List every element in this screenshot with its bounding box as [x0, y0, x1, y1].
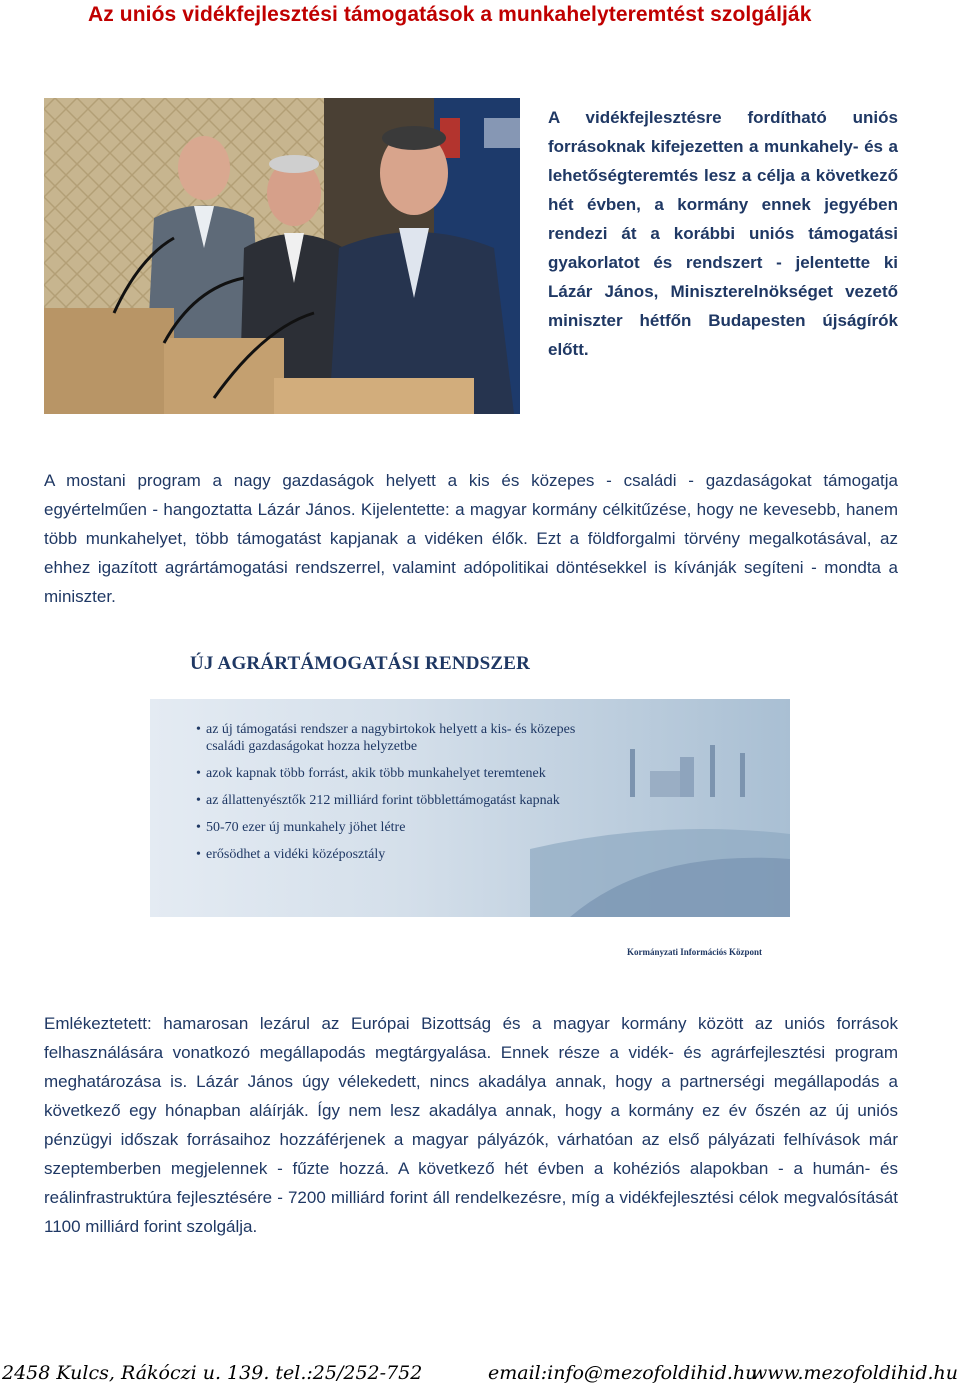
- backdrop-lettering: [484, 118, 520, 148]
- article-lead: A vidékfejlesztésre fordítható uniós forrásoknak kifejezetten a munkahely- és a lehetőségteremtés lesz a célja a következő hét évben, a kormány ennek jegyében rendezi át a korábbi uniós támogatási gyakorlatot és rendszert - jelentette ki Lázár János, Miniszterelnökséget vezető miniszter hétfőn Budapesten újságírók előtt.: [548, 108, 898, 359]
- slide-bullet-2: • azok kapnak több forrást, akik több munkahelyet teremtenek: [196, 765, 606, 782]
- agrarian-support-slide: [150, 636, 790, 968]
- article-title: Az uniós vidékfejlesztési támogatások a munkahelyteremtést szolgálják: [88, 3, 812, 26]
- article-paragraph-1: A mostani program a nagy gazdaságok helyett a kis és közepes - családi - gazdaságokat támogatja egyértelműen - hangoztatta Lázár János. Kijelentette: a magyar kormány célkitűzése, hogy ne kevesebb, hanem több munkahelyet, több támogatást kapjanak a vidéken élők. Ezt a földforgalmi törvény megalkotásával, az ehhez igazított agrártámogatási rendszerrel, valamint adópolitikai döntésekkel is kívánják segíteni - mondta a miniszter.: [44, 471, 898, 606]
- footer-email[interactable]: email:info@mezofoldihid.hu: [488, 1362, 758, 1384]
- slide-bullet-list: [196, 721, 606, 873]
- article-paragraph-2: Emlékeztetett: hamarosan lezárul az Európai Bizottság és a magyar kormány között az uniós források felhasználására vonatkozó megállapodás megtárgyalása. Ennek része a vidék- és agrárfejlesztési program meghatározása is. Lázár János úgy vélekedett, nincs akadálya annak, hogy a partnerségi megállapodás a következő egy hónapban aláírják. Így nem lesz akadálya annak, hogy a kormány ez év őszén az új uniós pénzügyi időszak forrásaihoz hozzáférjenek a magyar pályázók, várhatóan az első pályázati felhívások már szeptemberben megjelennek - fűzte hozzá. A következő hét évben a kohéziós alapokban - a humán- és reálinfrastruktúra fejlesztésére - 7200 milliárd forint áll rendelkezésre, míg a vidékfejlesztési célok megvalósítását 1100 milliárd forint szolgálja.: [44, 1014, 898, 1236]
- slide-bullet-4: • 50-70 ezer új munkahely jöhet létre: [196, 819, 606, 836]
- slide-source: Kormányzati Információs Központ: [627, 947, 762, 957]
- slide-title: ÚJ AGRÁRTÁMOGATÁSI RENDSZER: [190, 653, 531, 674]
- slide-bullet-3: • az állattenyésztők 212 milliárd forint többlettámogatást kapnak: [196, 792, 606, 809]
- footer-address: 2458 Kulcs, Rákóczi u. 139. tel.:25/252-752: [2, 1362, 423, 1384]
- footer-website[interactable]: www.mezofoldihid.hu: [750, 1362, 958, 1384]
- page-footer: [0, 1362, 960, 1392]
- press-conference-illustration: [44, 98, 520, 414]
- press-conference-photo: [44, 98, 520, 414]
- slide-bullet-1: • az új támogatási rendszer a nagybirtokok helyett a kis- és közepes családi gazdaságokat hozza helyzetbe: [196, 721, 606, 755]
- slide-bullet-5: • erősödhet a vidéki középosztály: [196, 846, 606, 863]
